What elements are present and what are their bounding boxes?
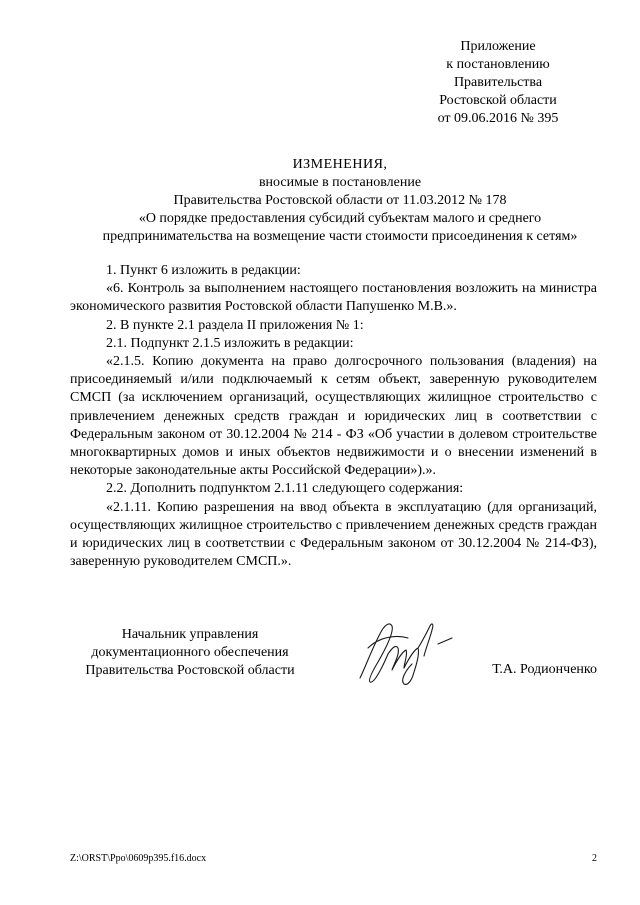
- heading-line: «О порядке предоставления субсидий субъектам малого и среднего: [138, 211, 542, 226]
- body-paragraph: «6. Контроль за выполнением настоящего постановления возложить на министра экономического развития Ростовской области Папушенко М.В.».: [70, 281, 597, 315]
- document-heading: [60, 156, 620, 246]
- body-paragraph: «2.1.5. Копию документа на право долгосрочного пользования (владения) на присоединяемый и/или подключаемый к сетям объект, заверенную руководителем СМСП (за исключением организаций, осуществляющих жилищное строительство с привлечением денежных средств граждан и юридических лиц в соответствии с Федеральным законом от 30.12.2004 № 214 - ФЗ «Об участии в долевом строительстве многоквартирных домов и иных объектов недвижимости и о внесении изменений в некоторые законодательные акты Российской Федерации»).».: [70, 354, 597, 479]
- signatory-position: [70, 626, 310, 680]
- annex-line: Правительства: [453, 75, 543, 90]
- position-line: Правительства Ростовской области: [85, 663, 295, 678]
- heading-line: Правительства Ростовской области от 11.03.2012 № 178: [173, 193, 507, 208]
- document-title: ИЗМЕНЕНИЯ,: [292, 157, 388, 172]
- annex-line: Приложение: [460, 39, 536, 54]
- signatory-name: Т.А. Родионченко: [492, 662, 597, 677]
- document-body: [70, 262, 597, 571]
- position-line: Начальник управления: [121, 627, 259, 642]
- annex-line: к постановлению: [446, 57, 550, 72]
- body-paragraph: 2.2. Дополнить подпунктом 2.1.11 следующего содержания:: [106, 481, 464, 497]
- position-line: документационного обеспечения: [91, 645, 289, 660]
- body-paragraph: 2. В пункте 2.1 раздела II приложения № 1:: [106, 317, 364, 333]
- annex-line: Ростовской области: [439, 93, 557, 108]
- heading-line: вносимые в постановление: [258, 175, 422, 190]
- body-paragraph: 2.1. Подпункт 2.1.5 изложить в редакции:: [106, 335, 354, 351]
- body-paragraph: 1. Пункт 6 изложить в редакции:: [106, 263, 301, 278]
- page-number: 2: [592, 853, 597, 864]
- heading-line: предпринимательства на возмещение части стоимости присоединения к сетям»: [102, 229, 578, 244]
- handwritten-signature: [338, 608, 458, 692]
- footer-file-path: Z:\ORST\Ppo\0609p395.f16.docx: [70, 853, 207, 864]
- body-paragraph: «2.1.11. Копию разрешения на ввод объекта в эксплуатацию (для организаций, осуществляющих жилищное строительство с привлечением денежных средств граждан и юридических лиц в соответствии с Федеральным законом от 30.12.2004 № 214-ФЗ), заверенную руководителем СМСП.».: [70, 499, 597, 570]
- annex-block: [400, 38, 596, 128]
- annex-line: от 09.06.2016 № 395: [437, 111, 559, 126]
